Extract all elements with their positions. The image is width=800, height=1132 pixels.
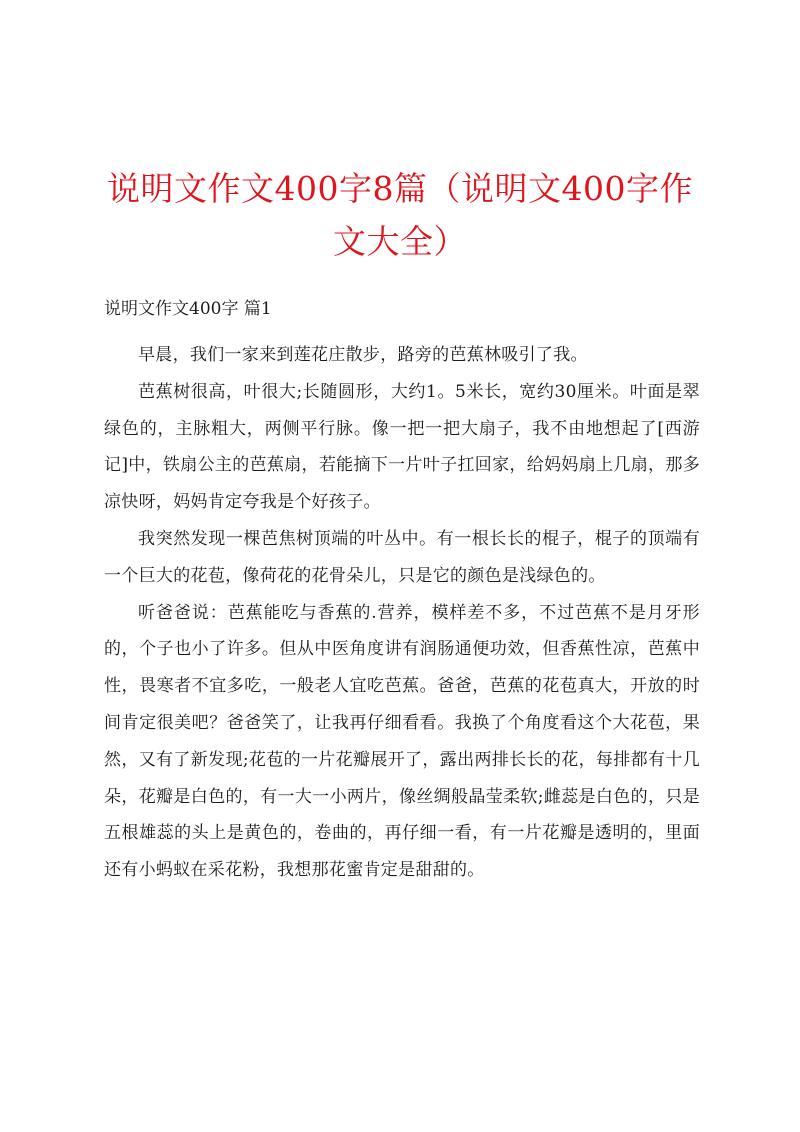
paragraph: 听爸爸说：芭蕉能吃与香蕉的.营养，模样差不多，不过芭蕉不是月牙形的，个子也小了许多。但从中医角度讲有润肠通便功效，但香蕉性凉，芭蕉中性，畏寒者不宜多吃，一般老人宜吃芭蕉。爸爸，芭蕉的花苞真大，开放的时间肯定很美吧？爸爸笑了，让我再仔细看看。我换了个角度看这个大花苞，果然，又有了新发现;花苞的一片花瓣展开了，露出两排长长的花，每排都有十几朵，花瓣是白色的，有一大一小两片，像丝绸般晶莹柔软;雌蕊是白色的，只是五根雄蕊的头上是黄色的，卷曲的，再仔细一看，有一片花瓣是透明的，里面还有小蚂蚁在采花粉，我想那花蜜肯定是甜甜的。 (104, 602, 700, 881)
paragraph: 我突然发现一棵芭焦树顶端的叶丛中。有一根长长的棍子，棍子的顶端有一个巨大的花苞，像荷花的花骨朵儿，只是它的颜色是浅绿色的。 (104, 528, 700, 586)
paragraph: 早晨，我们一家来到莲花庄散步，路旁的芭蕉林吸引了我。 (138, 345, 588, 365)
document-body (104, 337, 700, 889)
document-title: 说明文作文400字8篇（说明文400字作文大全） (107, 169, 693, 261)
section-heading: 说明文作文400字 篇1 (104, 299, 272, 319)
paragraph: 芭蕉树很高，叶很大;长随圆形，大约1。5米长，宽约30厘米。叶面是翠绿色的，主脉粗大，两侧平行脉。像一把一把大扇子，我不由地想起了[西游记]中，铁扇公主的芭蕉扇，若能摘下一片叶子扛回家，给妈妈扇上几扇，那多凉快呀，妈妈肯定夸我是个好孩子。 (104, 381, 700, 513)
